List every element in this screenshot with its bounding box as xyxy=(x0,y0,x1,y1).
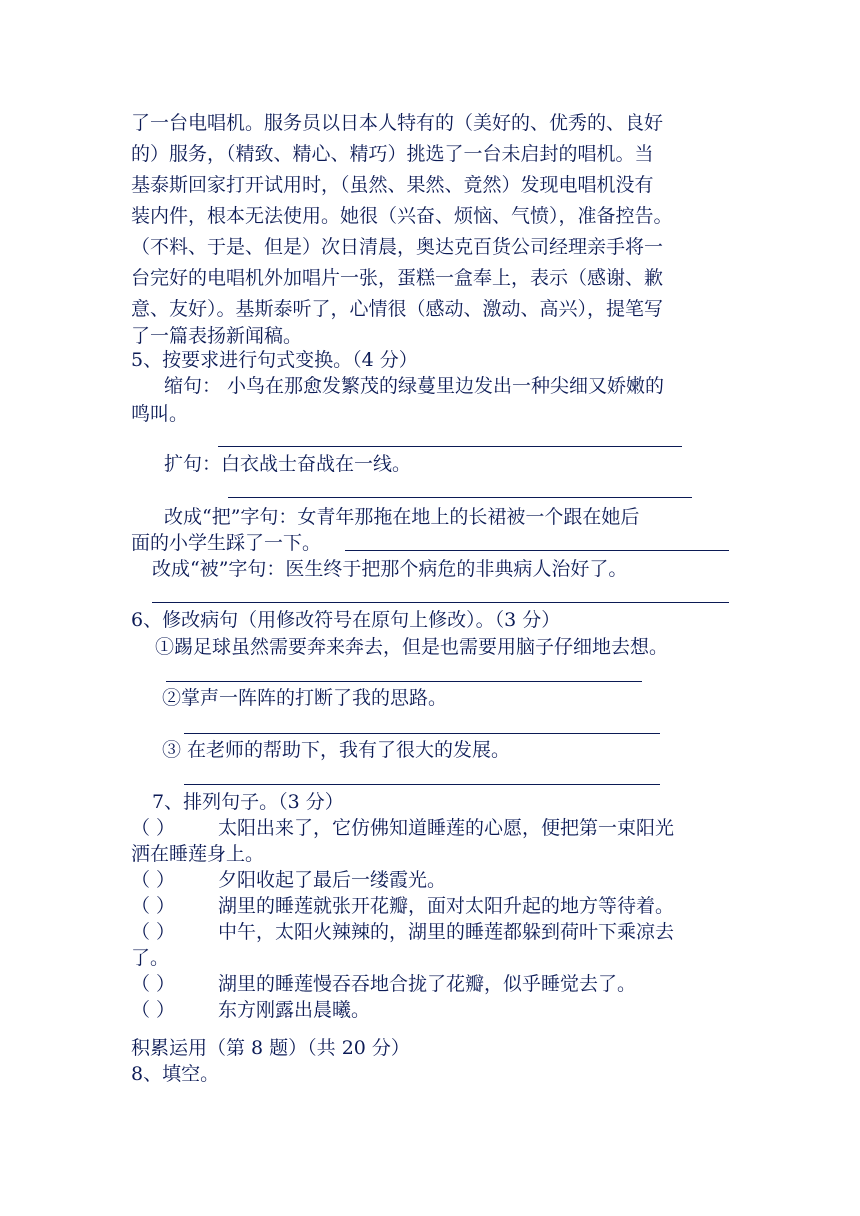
answer-line[interactable] xyxy=(345,550,729,551)
q5-shrink-line1: 缩句： 小鸟在那愈发繁茂的绿蔓里边发出一种尖细又娇嫩的 xyxy=(164,375,665,397)
q7-sentence-6: 东方刚露出晨曦。 xyxy=(218,999,371,1021)
passage-line: （不料、于是、但是）次日清晨，奥达克百货公司经理亲手将一 xyxy=(131,236,664,258)
q5-ba-line1: 改成“把”字句：女青年那拖在地上的长裙被一个跟在她后 xyxy=(164,506,640,528)
passage-line: 意、友好）。基斯泰听了，心情很（感动、激动、高兴），提笔写 xyxy=(131,298,664,320)
q6-item-3: ③ 在老师的帮助下，我有了很大的发展。 xyxy=(162,739,511,761)
q7-title: 7、排列句子。（3 分） xyxy=(152,791,344,813)
q5-ba-line2: 面的小学生踩了一下。 xyxy=(131,532,322,554)
q7-sentence-1-cont: 洒在睡莲身上。 xyxy=(131,843,265,865)
q7-sentence-1: 太阳出来了，它仿佛知道睡莲的心愿，便把第一束阳光 xyxy=(218,817,675,839)
q6-item-1: ①踢足球虽然需要奔来奔去，但是也需要用脑子仔细地去想。 xyxy=(155,636,669,658)
order-blank[interactable]: （ ） xyxy=(131,973,176,995)
passage-line: 了一篇表扬新闻稿。 xyxy=(131,325,303,347)
passage-line: 基泰斯回家打开试用时，（虽然、果然、竟然）发现电唱机没有 xyxy=(131,174,654,196)
order-blank[interactable]: （ ） xyxy=(131,895,176,917)
order-blank[interactable]: （ ） xyxy=(131,869,176,891)
q6-title: 6、修改病句（用修改符号在原句上修改）。（3 分） xyxy=(131,609,561,631)
passage-line: 的）服务，（精致、精心、精巧）挑选了一台未启封的唱机。当 xyxy=(131,143,654,165)
answer-line[interactable] xyxy=(184,784,660,785)
q5-bei: 改成“被”字句：医生终于把那个病危的非典病人治好了。 xyxy=(152,558,628,580)
answer-line[interactable] xyxy=(166,681,642,682)
order-blank[interactable]: （ ） xyxy=(131,999,176,1021)
q6-item-2: ②掌声一阵阵的打断了我的思路。 xyxy=(162,687,448,709)
q8-title: 8、填空。 xyxy=(131,1063,220,1085)
passage-line: 装内件，根本无法使用。她很（兴奋、烦恼、气愤），准备控告。 xyxy=(131,205,673,227)
q7-sentence-4-cont: 了。 xyxy=(131,947,170,969)
answer-line[interactable] xyxy=(218,446,682,447)
q5-title: 5、按要求进行句式变换。（4 分） xyxy=(131,349,418,371)
q5-expand: 扩句：白衣战士奋战在一线。 xyxy=(164,453,412,475)
q5-shrink-line2: 鸣叫。 xyxy=(131,403,189,425)
answer-line[interactable] xyxy=(228,497,692,498)
order-blank[interactable]: （ ） xyxy=(131,817,176,839)
q7-sentence-3: 湖里的睡莲就张开花瓣，面对太阳升起的地方等待着。 xyxy=(218,895,675,917)
answer-line[interactable] xyxy=(184,733,660,734)
answer-line[interactable] xyxy=(152,602,729,603)
section-title: 积累运用（第 8 题）（共 20 分） xyxy=(131,1037,410,1059)
q7-sentence-5: 湖里的睡莲慢吞吞地合拢了花瓣，似乎睡觉去了。 xyxy=(218,973,637,995)
order-blank[interactable]: （ ） xyxy=(131,921,176,943)
q7-sentence-4: 中午，太阳火辣辣的，湖里的睡莲都躲到荷叶下乘凉去 xyxy=(218,921,675,943)
q7-sentence-2: 夕阳收起了最后一缕霞光。 xyxy=(218,869,447,891)
passage-line: 台完好的电唱机外加唱片一张，蛋糕一盒奉上，表示（感谢、歉 xyxy=(131,267,664,289)
passage-line: 了一台电唱机。服务员以日本人特有的（美好的、优秀的、良好 xyxy=(131,112,664,134)
